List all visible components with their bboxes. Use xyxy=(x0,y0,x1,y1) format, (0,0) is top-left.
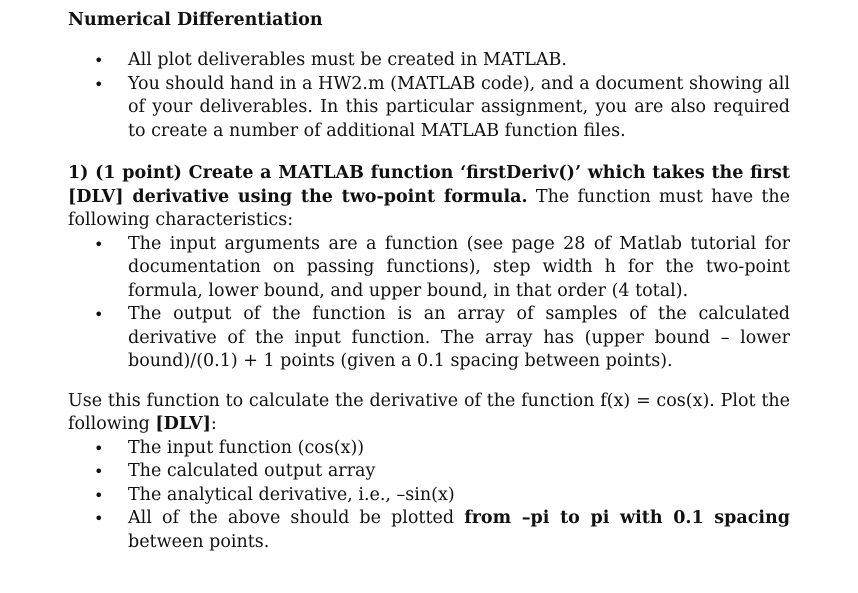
list-item: • The input arguments are a function (see page 28 of Matlab tutorial for documentation on passing functions), step width h for the two-point formula, lower bound, and upper bound, in that order (4 total). xyxy=(94,233,790,301)
use-paragraph: Use this function to calculate the derivative of the function f(x) = cos(x). Plot the following [DLV]: xyxy=(68,390,790,434)
question-1-list xyxy=(68,233,790,374)
plot-list xyxy=(68,437,790,555)
list-item: • You should hand in a HW2.m (MATLAB code), and a document showing all of your deliverables. In this particular assignment, you are also required to create a number of additional MATLAB function files. xyxy=(94,73,790,141)
intro-list xyxy=(68,49,790,143)
question-1-paragraph: 1) (1 point) Create a MATLAB function ‘firstDeriv()’ which takes the first [DLV] derivative using the two-point formula. The function must have the following characteristics: xyxy=(68,163,790,230)
bullet-icon: • xyxy=(94,509,104,528)
bullet-icon: • xyxy=(94,485,104,505)
list-item: • All of the above should be plotted from –pi to pi with 0.1 spacing between points. xyxy=(94,508,790,552)
document-page xyxy=(68,8,790,554)
list-item: • The calculated output array xyxy=(68,460,790,484)
list-item: • The output of the function is an array of samples of the calculated derivative of the input function. The array has (upper bound – lower bound)/(0.1) + 1 points (given a 0.1 spacing between points). xyxy=(94,304,790,371)
page-title: Numerical Differentiation xyxy=(68,10,323,30)
bullet-icon: • xyxy=(94,234,104,254)
bullet-icon: • xyxy=(94,438,104,458)
list-item: • All plot deliverables must be created in MATLAB. xyxy=(68,49,790,73)
bullet-icon: • xyxy=(94,74,104,94)
bullet-icon: • xyxy=(94,462,104,481)
bullet-icon: • xyxy=(94,51,104,70)
bullet-icon: • xyxy=(94,305,104,324)
list-item: • The analytical derivative, i.e., –sin(x) xyxy=(68,484,790,508)
question-1-heading: 1) (1 point) Create a MATLAB function ‘firstDeriv()’ which takes the first [DLV] derivative using the two-point formula. xyxy=(68,163,790,207)
list-item: • The input function (cos(x)) xyxy=(68,437,790,461)
